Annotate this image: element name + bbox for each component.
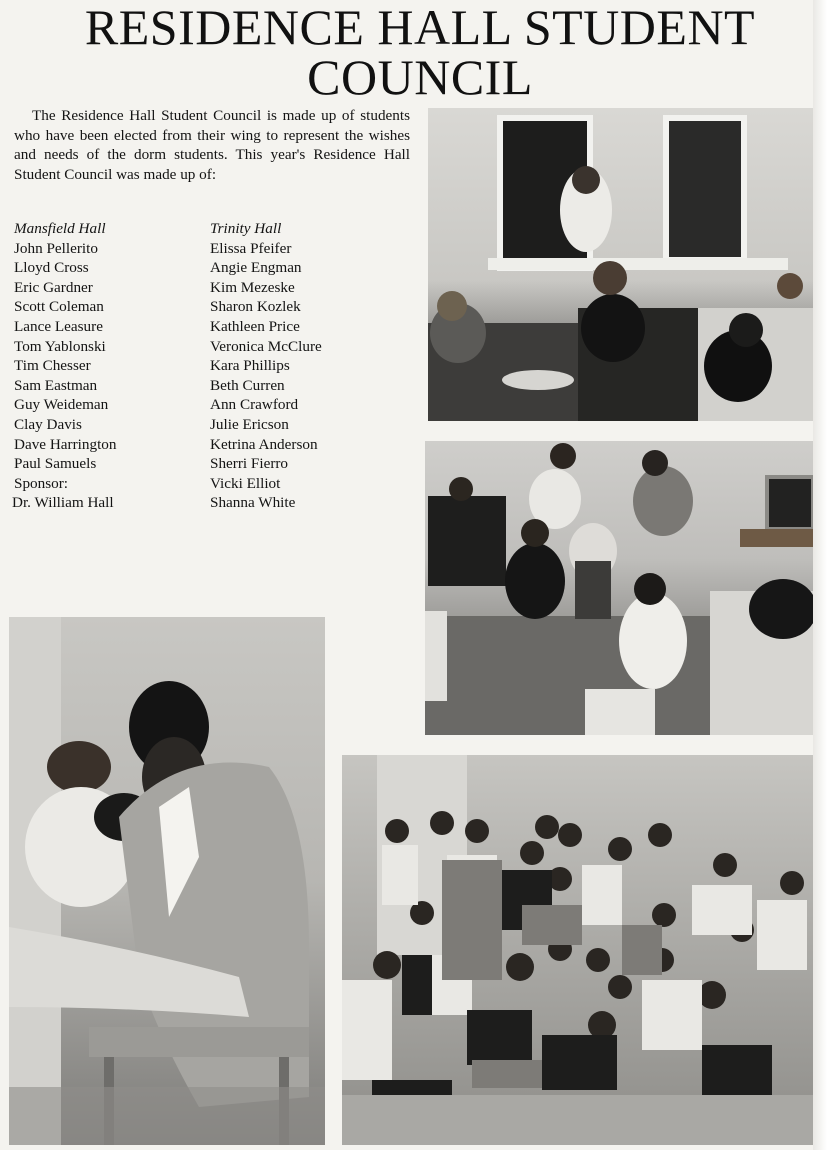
mansfield-member: Tim Chesser bbox=[14, 357, 91, 375]
page-title-line-2: COUNCIL bbox=[307, 49, 533, 105]
mansfield-member: Eric Gardner bbox=[14, 278, 93, 296]
page-title-line-1: RESIDENCE HALL STUDENT bbox=[84, 0, 756, 55]
mansfield-member: Clay Davis bbox=[14, 415, 82, 433]
trinity-member: Elissa Pfeifer bbox=[210, 239, 292, 257]
mansfield-member: Guy Weideman bbox=[14, 396, 109, 414]
photo-lounge-tv bbox=[425, 441, 813, 735]
sponsor-label: Sponsor: bbox=[14, 474, 69, 492]
trinity-member: Julie Ericson bbox=[210, 415, 289, 433]
trinity-member: Veronica McClure bbox=[210, 337, 322, 355]
trinity-member: Sharon Kozlek bbox=[210, 298, 301, 316]
mansfield-member: Paul Samuels bbox=[14, 455, 97, 473]
mansfield-member: Tom Yablonski bbox=[14, 337, 106, 355]
photo-lounge-windows bbox=[428, 108, 813, 421]
trinity-hall-list bbox=[210, 219, 322, 513]
trinity-hall-header: Trinity Hall bbox=[210, 220, 282, 237]
mansfield-member: Lloyd Cross bbox=[14, 259, 89, 277]
mansfield-hall-list bbox=[14, 219, 116, 513]
mansfield-member: Scott Coleman bbox=[14, 298, 104, 316]
mansfield-member: Lance Leasure bbox=[14, 317, 103, 335]
photo-council-group bbox=[342, 755, 813, 1145]
trinity-member: Kim Mezeske bbox=[210, 278, 295, 296]
mansfield-hall-header: Mansfield Hall bbox=[14, 220, 106, 237]
trinity-member: Beth Curren bbox=[210, 376, 285, 394]
trinity-member: Ketrina Anderson bbox=[210, 435, 318, 453]
mansfield-member: Sam Eastman bbox=[14, 376, 98, 394]
intro-paragraph: The Residence Hall Student Council is made up of students who have been elected from their wing to represent the wishes and needs of the dorm students. This year's Residence Hall Student Council was made up of: bbox=[14, 107, 410, 183]
trinity-member: Angie Engman bbox=[210, 259, 302, 277]
trinity-member: Sherri Fierro bbox=[210, 455, 289, 473]
photo-sponsor-chair bbox=[9, 617, 325, 1145]
mansfield-member: John Pellerito bbox=[14, 239, 98, 257]
trinity-member: Shanna White bbox=[210, 494, 296, 512]
trinity-member: Kathleen Price bbox=[210, 317, 300, 335]
sponsor-name: Dr. William Hall bbox=[12, 494, 114, 512]
trinity-member: Ann Crawford bbox=[210, 396, 299, 414]
trinity-member: Kara Phillips bbox=[210, 357, 290, 375]
page-edge bbox=[813, 0, 827, 1150]
trinity-member: Vicki Elliot bbox=[210, 474, 281, 492]
mansfield-member: Dave Harrington bbox=[14, 435, 117, 453]
